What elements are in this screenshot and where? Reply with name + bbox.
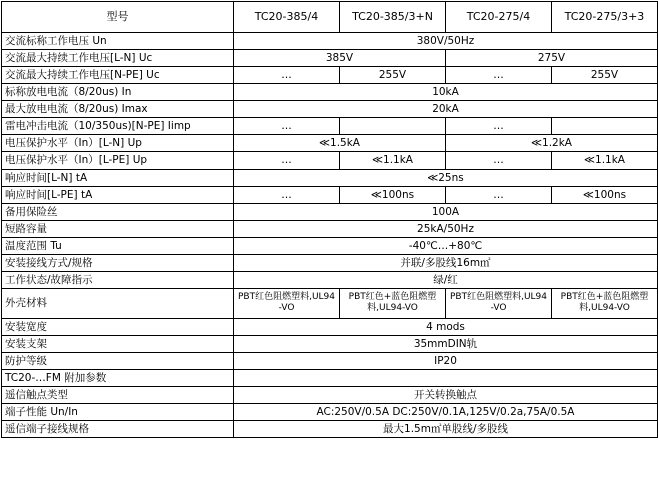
row-value: … xyxy=(234,186,340,203)
table-row xyxy=(2,220,658,237)
row-value: … xyxy=(446,67,552,84)
row-label: 温度范围 Tu xyxy=(2,237,234,254)
table-row xyxy=(2,288,658,318)
row-label: 外壳材料 xyxy=(2,288,234,318)
row-value: ≪100ns xyxy=(552,186,658,203)
row-value: ≪1.2kA xyxy=(446,135,658,152)
row-value: … xyxy=(446,118,552,135)
table-row xyxy=(2,404,658,421)
table-row xyxy=(2,67,658,84)
row-value: PBT红色+蓝色阻燃塑料,UL94-VO xyxy=(552,288,658,318)
header-row xyxy=(2,2,658,33)
column-header-tc20-385-3n: TC20-385/3+N xyxy=(340,2,446,33)
row-value: 10kA xyxy=(234,84,658,101)
table-row xyxy=(2,254,658,271)
row-value: 385V xyxy=(234,50,446,67)
row-value: 开关转换触点 xyxy=(234,387,658,404)
table-row xyxy=(2,237,658,254)
row-value: 255V xyxy=(340,67,446,84)
specification-table xyxy=(1,1,658,438)
column-header-tc20-385-4: TC20-385/4 xyxy=(234,2,340,33)
column-header-tc20-275-33: TC20-275/3+3 xyxy=(552,2,658,33)
row-label: 遥信触点类型 xyxy=(2,387,234,404)
row-label: 响应时间[L-PE] tA xyxy=(2,186,234,203)
table-row xyxy=(2,387,658,404)
row-value: 25kA/50Hz xyxy=(234,220,658,237)
table-row xyxy=(2,169,658,186)
row-value: 275V xyxy=(446,50,658,67)
table-row xyxy=(2,135,658,152)
row-value: 380V/50Hz xyxy=(234,33,658,50)
table-row xyxy=(2,118,658,135)
table-row xyxy=(2,33,658,50)
table-row xyxy=(2,186,658,203)
table-row xyxy=(2,84,658,101)
row-value xyxy=(552,118,658,135)
table-row xyxy=(2,50,658,67)
row-value: 35mmDIN轨 xyxy=(234,336,658,353)
row-value: ≪1.1kA xyxy=(340,152,446,169)
row-value: 4 mods xyxy=(234,318,658,335)
row-label: 标称放电电流（8/20us) In xyxy=(2,84,234,101)
table-body xyxy=(2,33,658,438)
row-label: 雷电冲击电流（10/350us)[N-PE] Iimp xyxy=(2,118,234,135)
row-value: PBT红色阻燃塑料,UL94-VO xyxy=(234,288,340,318)
row-label: 短路容量 xyxy=(2,220,234,237)
row-label: 交流最大持续工作电压[L-N] Uc xyxy=(2,50,234,67)
row-value: 20kA xyxy=(234,101,658,118)
table-row xyxy=(2,271,658,288)
row-label: 电压保护水平（In）[L-N] Up xyxy=(2,135,234,152)
row-label: 遥信端子接线规格 xyxy=(2,421,234,438)
row-label: 端子性能 Un/In xyxy=(2,404,234,421)
row-value: PBT红色+蓝色阻燃塑料,UL94-VO xyxy=(340,288,446,318)
row-value: ≪1.1kA xyxy=(552,152,658,169)
row-value: … xyxy=(234,67,340,84)
row-value: 255V xyxy=(552,67,658,84)
table-row xyxy=(2,318,658,335)
row-value: -40℃…+80℃ xyxy=(234,237,658,254)
table-row xyxy=(2,421,658,438)
row-label: 电压保护水平（In）[L-PE] Up xyxy=(2,152,234,169)
row-label: TC20-…FM 附加参数 xyxy=(2,370,234,387)
row-value xyxy=(340,118,446,135)
table-row xyxy=(2,370,658,387)
table-row xyxy=(2,203,658,220)
row-value: … xyxy=(234,118,340,135)
row-label: 交流标称工作电压 Un xyxy=(2,33,234,50)
row-value: … xyxy=(234,152,340,169)
row-value: ≪100ns xyxy=(340,186,446,203)
row-label: 交流最大持续工作电压[N-PE] Uc xyxy=(2,67,234,84)
column-header-tc20-275-4: TC20-275/4 xyxy=(446,2,552,33)
row-label: 最大放电电流（8/20us) Imax xyxy=(2,101,234,118)
row-label: 工作状态/故障指示 xyxy=(2,271,234,288)
table-row xyxy=(2,101,658,118)
table-header xyxy=(2,2,658,33)
table-row xyxy=(2,336,658,353)
row-value: … xyxy=(446,152,552,169)
column-header-model: 型号 xyxy=(2,2,234,33)
row-value: ≪25ns xyxy=(234,169,658,186)
row-label: 安装接线方式/规格 xyxy=(2,254,234,271)
row-label: 备用保险丝 xyxy=(2,203,234,220)
row-value: 100A xyxy=(234,203,658,220)
row-value: … xyxy=(446,186,552,203)
row-value: IP20 xyxy=(234,353,658,370)
table-row xyxy=(2,353,658,370)
row-label: 安装支架 xyxy=(2,336,234,353)
row-value: PBT红色阻燃塑料,UL94-VO xyxy=(446,288,552,318)
row-value: ≪1.5kA xyxy=(234,135,446,152)
row-value: AC:250V/0.5A DC:250V/0.1A,125V/0.2a,75A/0.5A xyxy=(234,404,658,421)
row-value xyxy=(234,370,658,387)
row-label: 防护等级 xyxy=(2,353,234,370)
row-label: 安装宽度 xyxy=(2,318,234,335)
row-value: 并联/多股线16m㎡ xyxy=(234,254,658,271)
row-value: 最大1.5m㎡单股线/多股线 xyxy=(234,421,658,438)
row-value: 绿/红 xyxy=(234,271,658,288)
row-label: 响应时间[L-N] tA xyxy=(2,169,234,186)
table-row xyxy=(2,152,658,169)
